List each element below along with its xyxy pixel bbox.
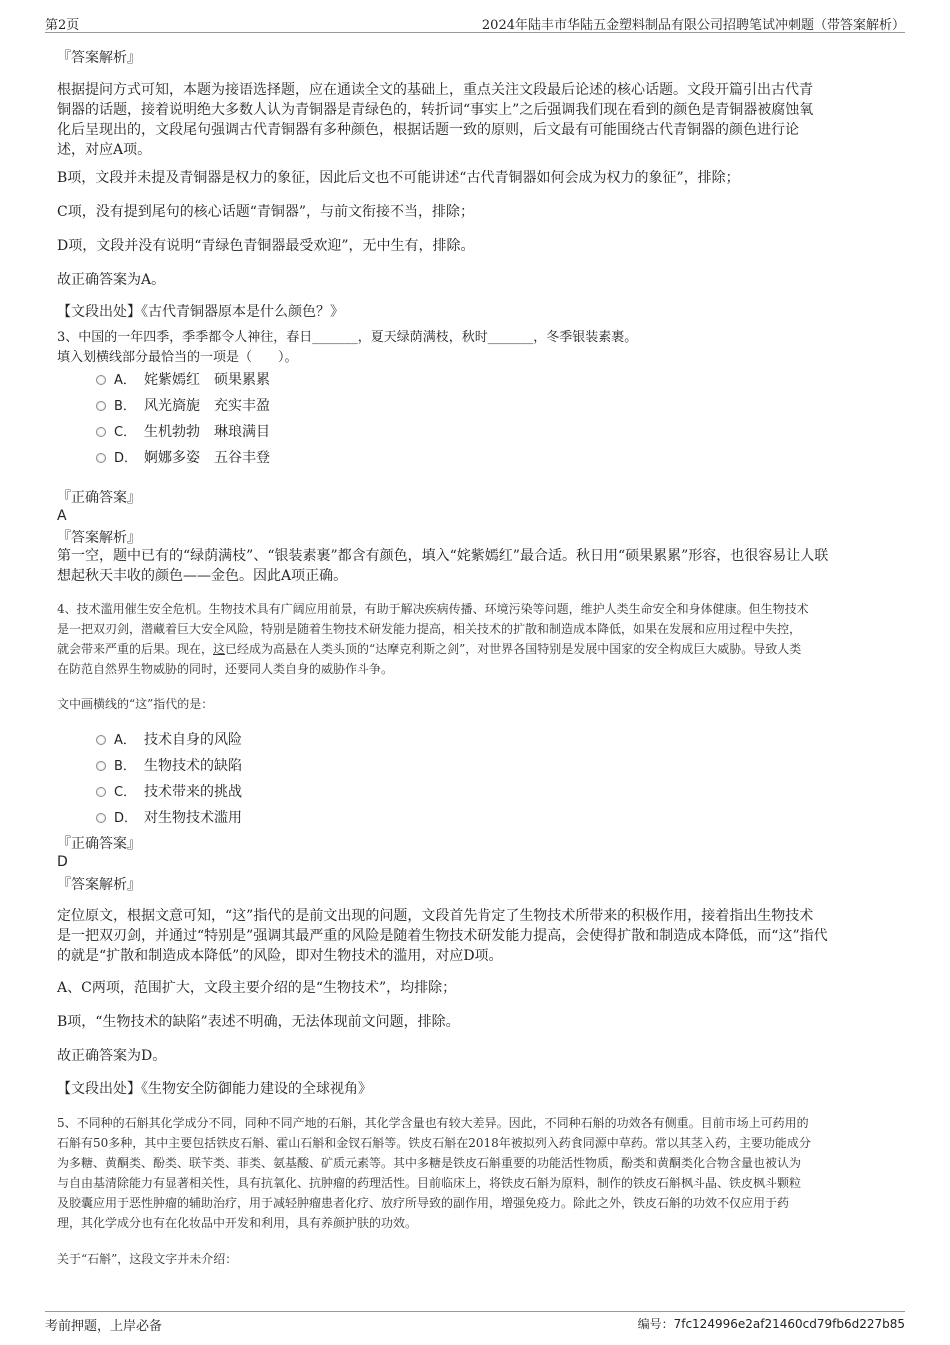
q3-answer-label: 『正确答案』 [57, 490, 141, 506]
q4-option-c[interactable]: C． 技术带来的挑战 [96, 781, 242, 803]
q3-stem [57, 328, 897, 368]
q2-option-c-note: C项，没有提到尾句的核心话题“青铜器”，与前文衔接不当，排除； [57, 204, 475, 220]
q5-stem [57, 1113, 897, 1233]
q5-stem-line: 为多糖、黄酮类、酚类、联苄类、菲类、氨基酸、矿质元素等。其中多糖是铁皮石斛重要的功能活性物质，酚类和黄酮类化合物含量也被认为 [57, 1156, 802, 1170]
q2-option-d-note: D项，文段并没有说明“青绿色青铜器最受欢迎”，无中生有，排除。 [57, 238, 475, 254]
q2-option-b-note: B项，文段并未提及青铜器是权力的象征，因此后文也不可能讲述“古代青铜器如何会成为权力的象征”，排除； [57, 170, 740, 186]
q3-analysis-line: 第一空，题中已有的“绿荫满枝”、“银装素裹”都含有颜色，填入“姹紫嫣红”最合适。秋日用“硕果累累”形容，也很容易让人联 [57, 548, 829, 564]
underlined-word: 这 [213, 642, 226, 656]
page-footer [45, 1311, 905, 1336]
q5-stem-line: 5、不同种的石斛其化学成分不同，同种不同产地的石斛，其化学含量也有较大差异。因此，不同种石斛的功效各有侧重。目前市场上可药用的 [57, 1116, 809, 1130]
footer-slogan: 考前押题，上岸必备 [45, 1319, 163, 1334]
q3-option-b[interactable]: B． 风光旖旎 充实丰盈 [96, 395, 270, 417]
radio-icon[interactable] [96, 453, 106, 463]
q3-option-a[interactable]: A． 姹紫嫣红 硕果累累 [96, 369, 270, 391]
q4-analysis-line: 定位原文，根据文意可知，“这”指代的是前文出现的问题，文段首先肯定了生物技术所带来的积极作用，接着指出生物技术 [57, 908, 814, 924]
q4-analysis [57, 906, 897, 966]
q4-option-ac-note: A、C两项，范围扩大，文段主要介绍的是“生物技术”，均排除； [57, 980, 457, 996]
q2-analysis-line: 铜器的话题，接着说明绝大多数人认为青铜器是青绿色的，转折词“事实上”之后强调我们现在看到的颜色是青铜器被腐蚀氧 [57, 102, 814, 118]
q4-stem-line: 就会带来严重的后果。现在，这已经成为高悬在人类头顶的“达摩克利斯之剑”，对世界各国特别是发展中国家的安全构成巨大威胁。导致人类 [57, 642, 802, 656]
q4-analysis-line: 是一把双刃剑，并通过“特别是”强调其最严重的风险是随着生物技术研发能力提高，会使得扩散和制造成本降低，而“这”指代 [57, 928, 828, 944]
q4-option-a[interactable]: A． 技术自身的风险 [96, 729, 242, 751]
q3-analysis-line: 想起秋天丰收的颜色——金色。因此A项正确。 [57, 568, 348, 584]
radio-icon[interactable] [96, 427, 106, 437]
q2-source: 【文段出处】《古代青铜器原本是什么颜色？》 [57, 304, 344, 320]
q2-analysis-label: 『答案解析』 [57, 50, 141, 66]
q4-conclusion: 故正确答案为D。 [57, 1048, 167, 1064]
q2-analysis-paragraph [57, 80, 897, 160]
q2-analysis-line: 根据提问方式可知，本题为接语选择题，应在通读全文的基础上，重点关注文段最后论述的核心话题。文段开篇引出古代青 [57, 82, 813, 98]
radio-icon[interactable] [96, 787, 106, 797]
q5-stem-line: 理，其化学成分也有在化妆品中开发和利用，具有养颜护肤的功效。 [57, 1216, 418, 1230]
document-code: 编号：7fc124996e2af21460cd79fb6d227b85 [637, 1317, 905, 1331]
q4-option-d[interactable]: D． 对生物技术滥用 [96, 807, 242, 829]
document-title: 2024年陆丰市华陆五金塑料制品有限公司招聘笔试冲刺题（带答案解析） [481, 18, 905, 33]
q5-stem-line: 及胶囊应用于恶性肿瘤的辅助治疗，用于减轻肿瘤患者化疗、放疗所导致的副作用，增强免疫力。除此之外，铁皮石斛的功效不仅应用于药 [57, 1196, 790, 1210]
q4-question: 文中画横线的“这”指代的是： [57, 697, 214, 711]
q3-option-c[interactable]: C． 生机勃勃 琳琅满目 [96, 421, 270, 443]
q4-option-b-note: B项，“生物技术的缺陷”表述不明确，无法体现前文问题，排除。 [57, 1014, 460, 1030]
q2-analysis-line: 述，对应A项。 [57, 142, 152, 158]
radio-icon[interactable] [96, 401, 106, 411]
q4-answer-label: 『正确答案』 [57, 836, 141, 852]
page-header [45, 12, 905, 33]
q3-stem-line: 填入划横线部分最恰当的一项是（ ）。 [57, 350, 298, 365]
q5-stem-line: 石斛有50多种，其中主要包括铁皮石斛、霍山石斛和金钗石斛等。铁皮石斛在2018年被拟列入药食同源中草药。常以其茎入药，主要功能成分 [57, 1136, 811, 1150]
q3-analysis-label: 『答案解析』 [57, 530, 141, 546]
q2-conclusion: 故正确答案为A。 [57, 272, 166, 288]
q4-stem-line: 4、技术滥用催生安全危机。生物技术具有广阔应用前景，有助于解决疾病传播、环境污染等问题，维护人类生命安全和身体健康。但生物技术 [57, 602, 809, 616]
q4-analysis-line: 的就是“扩散和制造成本降低”的风险，即对生物技术的滥用，对应D项。 [57, 948, 503, 964]
radio-icon[interactable] [96, 735, 106, 745]
radio-icon[interactable] [96, 813, 106, 823]
page-number: 第2页 [45, 18, 80, 33]
q4-answer: D [57, 854, 68, 870]
q4-option-b[interactable]: B． 生物技术的缺陷 [96, 755, 242, 777]
q3-analysis [57, 546, 897, 586]
q4-stem [57, 599, 897, 679]
q5-question: 关于“石斛”，这段文字并未介绍： [57, 1252, 238, 1266]
q4-analysis-label: 『答案解析』 [57, 877, 141, 893]
radio-icon[interactable] [96, 761, 106, 771]
q5-stem-line: 与自由基清除能力有显著相关性，具有抗氧化、抗肿瘤的药理活性。目前临床上，将铁皮石斛为原料，制作的铁皮石斛枫斗晶、铁皮枫斗颗粒 [57, 1176, 802, 1190]
q3-stem-line: 3、中国的一年四季，季季都令人神往，春日_______，夏天绿荫满枝，秋时_______，冬季银装素裹。 [57, 330, 638, 345]
q4-source: 【文段出处】《生物安全防御能力建设的全球视角》 [57, 1081, 372, 1097]
q2-analysis-line: 化后呈现出的，文段尾句强调古代青铜器有多种颜色，根据话题一致的原则，后文最有可能围绕古代青铜器的颜色进行论 [57, 122, 799, 138]
radio-icon[interactable] [96, 375, 106, 385]
q4-stem-line: 是一把双刃剑，潜藏着巨大安全风险，特别是随着生物技术研发能力提高，相关技术的扩散和制造成本降低，如果在发展和应用过程中失控， [57, 622, 802, 636]
q3-answer: A [57, 508, 67, 524]
q3-option-d[interactable]: D． 婀娜多姿 五谷丰登 [96, 447, 270, 469]
q4-stem-line: 在防范自然界生物威胁的同时，还要同人类自身的威胁作斗争。 [57, 662, 394, 676]
